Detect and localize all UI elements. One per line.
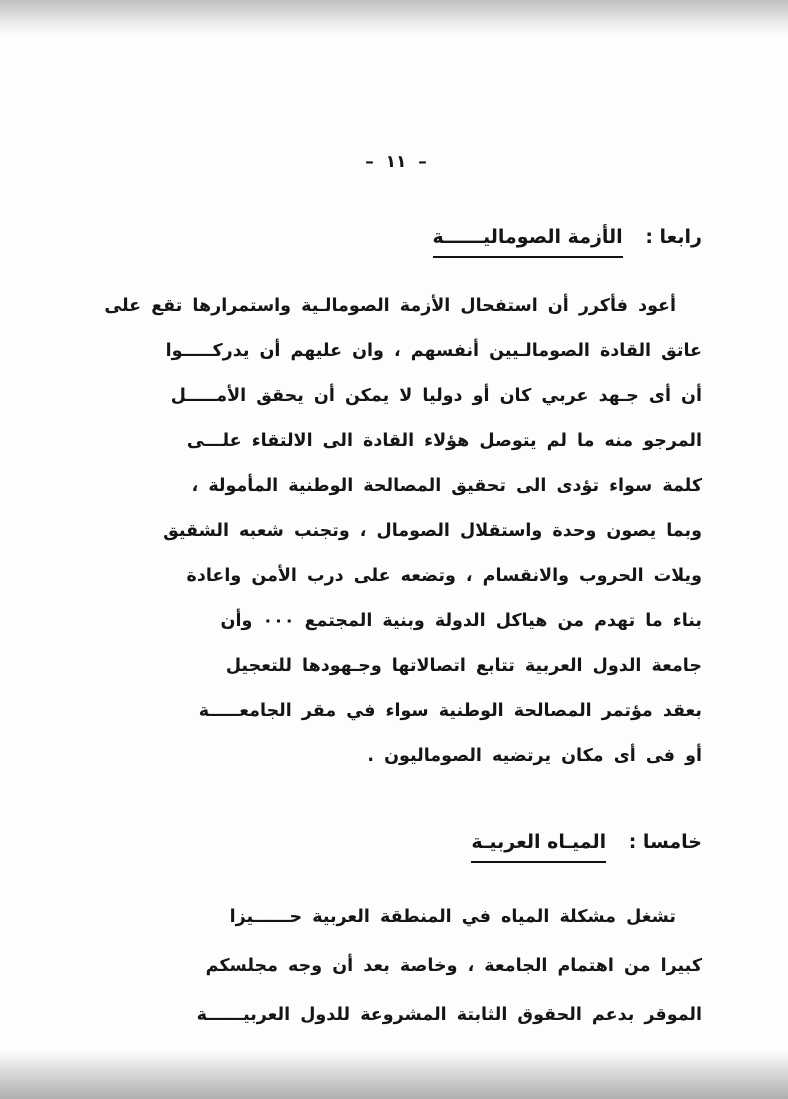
section-title: الميـاه العربيـة bbox=[471, 831, 606, 863]
section-label: رابعا : bbox=[645, 226, 702, 248]
section-heading-fifth bbox=[90, 831, 702, 863]
section-heading-fourth bbox=[90, 226, 702, 258]
section-title: الأزمة الصوماليــــــة bbox=[433, 226, 623, 258]
text-line: جامعة الدول العربية تتابع اتصالاتها وجـهودها للتعجيل bbox=[225, 656, 702, 676]
page-content bbox=[90, 0, 702, 1040]
text-line: وبما يصون وحدة واستقلال الصومال ، وتجنب شعبه الشقيق bbox=[163, 521, 702, 541]
section-body bbox=[90, 893, 702, 1040]
scan-artifact-bottom bbox=[0, 1051, 788, 1099]
text-line: المرجو منه ما لم يتوصل هؤلاء القادة الى الالتقاء علـــى bbox=[186, 431, 702, 451]
section-body bbox=[90, 284, 702, 779]
text-line: بناء ما تهدم من هياكل الدولة وبنية المجتمع ٠٠٠ وأن bbox=[220, 611, 702, 631]
text-line: كبيرا من اهتمام الجامعة ، وخاصة بعد أن وجه مجلسكم bbox=[205, 956, 702, 976]
section-fourth-somali-crisis bbox=[90, 226, 702, 779]
text-line: تشغل مشكلة المياه في المنطقة العربية حــــــيزا bbox=[229, 907, 676, 927]
section-fifth-arab-waters bbox=[90, 831, 702, 1040]
text-line: الموقر بدعم الحقوق الثابتة المشروعة للدول العربيــــــة bbox=[196, 1005, 702, 1025]
text-line: كلمة سواء تؤدى الى تحقيق المصالحة الوطنية المأمولة ، bbox=[191, 476, 702, 496]
section-label: خامسا : bbox=[628, 831, 702, 853]
text-line: أعود فأكرر أن استفحال الأزمة الصومالـية واستمرارها تقع على bbox=[104, 296, 676, 316]
text-line: عاتق القادة الصومالـيين أنفسهم ، وان عليهم أن يدركـــــوا bbox=[165, 341, 702, 361]
text-line: أن أى جـهد عربي كان أو دوليا لا يمكن أن يحقق الأمـــــل bbox=[170, 386, 702, 406]
text-line: أو فى أى مكان يرتضيه الصوماليون . bbox=[367, 746, 702, 766]
text-line: بعقد مؤتمر المصالحة الوطنية سواء في مقر الجامعـــــة bbox=[198, 701, 702, 721]
page-number: – ١١ – bbox=[365, 152, 427, 172]
text-line: ويلات الحروب والانقسام ، وتضعه على درب الأمن واعادة bbox=[186, 566, 702, 586]
